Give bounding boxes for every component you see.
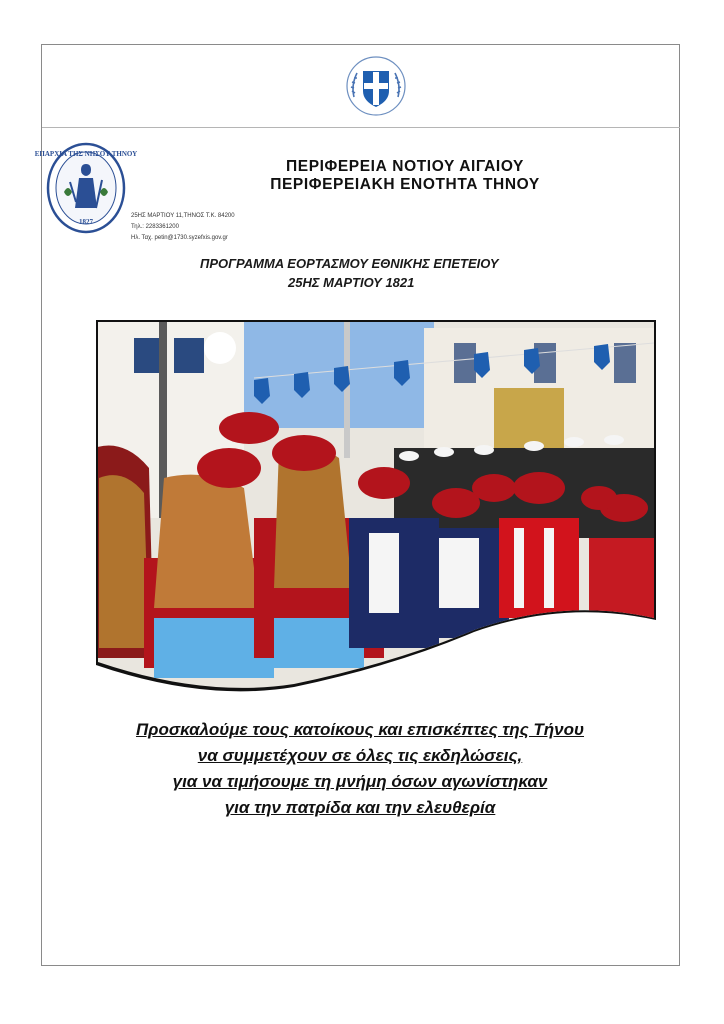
tinos-prefecture-seal-icon xyxy=(34,142,138,234)
invitation-line3: για να τιμήσουμε τη μνήμη όσων αγωνίστηκαν xyxy=(172,772,548,791)
org-title-line1: ΠΕΡΙΦΕΡΕΙΑ ΝΟΤΙΟΥ ΑΙΓΑΙΟΥ xyxy=(285,158,525,175)
contact-phone: Τηλ.: 2283361200 xyxy=(131,224,179,230)
org-title-line2: ΠΕΡΙΦΕΡΕΙΑΚΗ ΕΝΟΤΗΤΑ ΤΗΝΟΥ xyxy=(270,176,540,193)
program-title-line1: ΠΡΟΓΡΑΜΜΑ ΕΟΡΤΑΣΜΟΥ ΕΘΝΙΚΗΣ ΕΠΕΤΕΙΟΥ xyxy=(200,256,499,271)
parade-photo xyxy=(94,318,658,694)
svg-text:1827: 1827 xyxy=(79,218,93,226)
invitation-line2: να συμμετέχουν σε όλες τις εκδηλώσεις, xyxy=(197,746,523,765)
contact-address: 25ΗΣ ΜΑΡΤΙΟΥ 11,ΤΗΝΟΣ Τ.Κ. 84200 xyxy=(131,213,235,219)
program-title-line2: 25ΗΣ ΜΑΡΤΙΟΥ 1821 xyxy=(288,275,415,290)
header-divider xyxy=(42,127,680,128)
invitation-line1: Προσκαλούμε τους κατοίκους και επισκέπτες της Τήνου xyxy=(135,720,585,739)
contact-email: Ηλ. Ταχ. petin@1730.syzefxis.gov.gr xyxy=(131,235,228,241)
svg-text:ΕΠΑΡΧΙΑ ΤΗΣ ΝΗΣΟΥ ΤΗΝΟΥ: ΕΠΑΡΧΙΑ ΤΗΣ ΝΗΣΟΥ ΤΗΝΟΥ xyxy=(34,150,138,158)
greek-state-emblem-icon xyxy=(345,55,407,117)
invitation-line4: για την πατρίδα και την ελευθερία xyxy=(224,798,496,817)
